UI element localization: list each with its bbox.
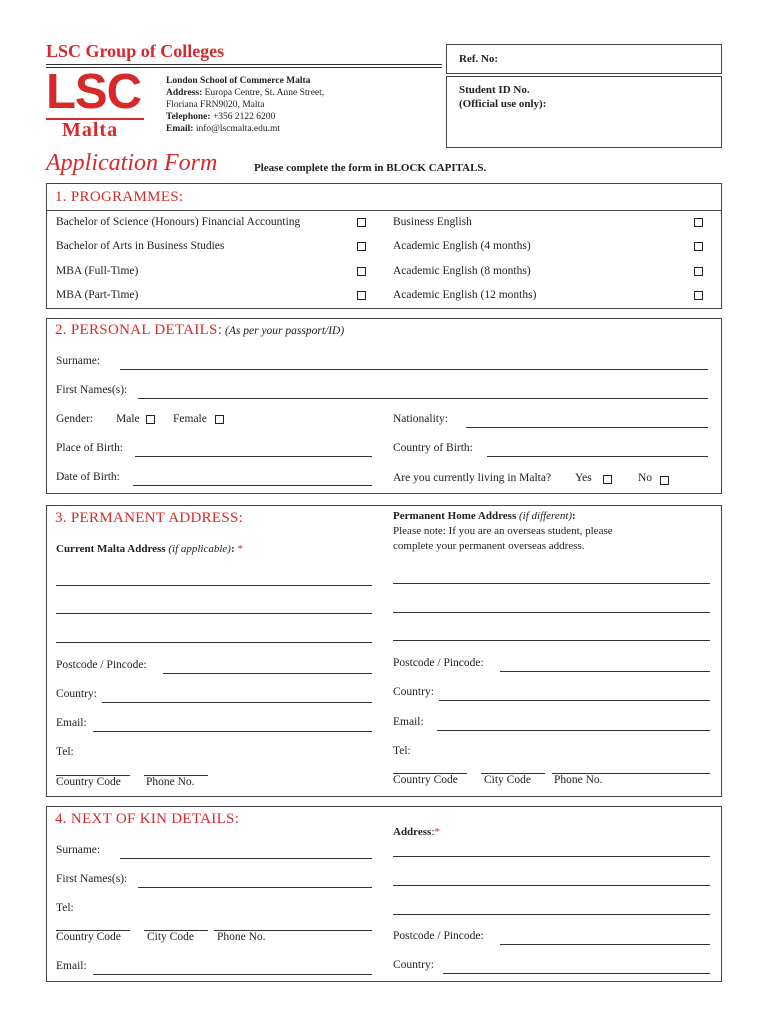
living-yes-label: Yes (575, 472, 592, 484)
home-tel-phone-label: Phone No. (554, 774, 603, 786)
living-no-checkbox[interactable] (660, 476, 669, 485)
male-checkbox[interactable] (146, 415, 155, 424)
form-title: Application Form (46, 150, 218, 176)
home-address-line-1[interactable] (393, 583, 710, 584)
kin-email-field[interactable] (93, 974, 372, 975)
programme-right-3-checkbox[interactable] (694, 267, 703, 276)
kin-tel-phone-label: Phone No. (217, 931, 266, 943)
place-of-birth-field[interactable] (135, 456, 372, 457)
country-of-birth-field[interactable] (487, 456, 708, 457)
programme-right-2: Academic English (4 months) (393, 240, 531, 252)
current-address-asterisk: * (237, 543, 243, 555)
programme-right-3: Academic English (8 months) (393, 265, 531, 277)
student-id-label: Student ID No. (459, 84, 530, 96)
home-country-label: Country: (393, 686, 434, 698)
country-of-birth-label: Country of Birth: (393, 442, 473, 454)
nationality-label: Nationality: (393, 413, 448, 425)
home-country-field[interactable] (439, 700, 710, 701)
kin-email-label: Email: (56, 960, 87, 972)
home-email-field[interactable] (437, 730, 710, 731)
group-title: LSC Group of Colleges (46, 41, 225, 61)
kin-address-line-2[interactable] (393, 885, 710, 886)
kin-address-line-1[interactable] (393, 856, 710, 857)
female-checkbox[interactable] (215, 415, 224, 424)
personal-subtitle: (As per your passport/ID) (225, 325, 345, 337)
current-country-field[interactable] (102, 702, 372, 703)
gender-label: Gender: (56, 413, 94, 425)
current-address-line-1[interactable] (56, 585, 372, 586)
programmes-title: 1. PROGRAMMES: (55, 189, 184, 205)
home-tel-city-code-label: City Code (484, 774, 531, 786)
current-address-line-3[interactable] (56, 642, 372, 643)
personal-title-row (55, 322, 344, 339)
kin-tel-country-code-label: Country Code (56, 931, 121, 943)
programme-right-1: Business English (393, 216, 472, 228)
first-names-label: First Names(s): (56, 384, 128, 396)
male-label: Male (116, 413, 140, 425)
surname-label: Surname: (56, 355, 101, 367)
current-address-line-2[interactable] (56, 613, 372, 614)
programme-left-3: MBA (Full-Time) (56, 265, 139, 277)
living-no-label: No (638, 472, 653, 484)
home-address-label: Permanent Home Address (393, 510, 517, 522)
kin-postcode-label: Postcode / Pincode: (393, 930, 484, 942)
programme-left-3-checkbox[interactable] (357, 267, 366, 276)
home-postcode-label: Postcode / Pincode: (393, 657, 484, 669)
address-value: Europa Centre, St. Anne Street, (204, 88, 325, 98)
kin-title: 4. NEXT OF KIN DETAILS: (55, 811, 240, 827)
first-names-field[interactable] (138, 398, 708, 399)
ref-label: Ref. No: (459, 53, 499, 65)
programme-right-1-checkbox[interactable] (694, 218, 703, 227)
home-tel-country-code-label: Country Code (393, 774, 458, 786)
current-postcode-field[interactable] (163, 673, 372, 674)
kin-surname-field[interactable] (120, 858, 372, 859)
lsc-logo (46, 65, 158, 142)
official-use-label: (Official use only): (459, 98, 547, 110)
place-of-birth-label: Place of Birth: (56, 442, 124, 454)
current-address-label-row (56, 543, 243, 555)
programme-left-1-checkbox[interactable] (357, 218, 366, 227)
kin-first-names-label: First Names(s): (56, 873, 128, 885)
home-email-label: Email: (393, 716, 424, 728)
address-line2: Floriana FRN9020, Malta (166, 100, 265, 110)
ref-box[interactable] (446, 44, 722, 74)
home-address-colon: : (572, 510, 576, 522)
current-tel-phone-label: Phone No. (146, 776, 195, 788)
programme-left-4-checkbox[interactable] (357, 291, 366, 300)
current-tel-label: Tel: (56, 746, 74, 758)
programme-right-4-checkbox[interactable] (694, 291, 703, 300)
programme-right-2-checkbox[interactable] (694, 242, 703, 251)
kin-address-label: Address (393, 826, 432, 838)
form-instruction: Please complete the form in BLOCK CAPITALS. (254, 162, 487, 174)
current-address-colon: : (230, 543, 235, 555)
email-value: info@lscmalta.edu.mt (195, 124, 281, 134)
home-address-line-2[interactable] (393, 612, 710, 613)
programme-left-1: Bachelor of Science (Honours) Financial Accounting (56, 216, 301, 228)
date-of-birth-field[interactable] (133, 485, 372, 486)
address-label: Address: (166, 88, 203, 98)
current-postcode-label: Postcode / Pincode: (56, 659, 147, 671)
personal-section (46, 318, 722, 494)
home-address-label-row (393, 510, 576, 522)
kin-tel-city-code-label: City Code (147, 931, 194, 943)
current-tel-country-code-label: Country Code (56, 776, 121, 788)
programme-left-2: Bachelor of Arts in Business Studies (56, 240, 225, 252)
home-address-help-2: complete your permanent overseas address. (393, 540, 585, 552)
kin-address-line-3[interactable] (393, 914, 710, 915)
kin-address-label-row (393, 826, 440, 838)
email-label: Email: (166, 124, 194, 134)
current-email-field[interactable] (93, 731, 372, 732)
surname-field[interactable] (120, 369, 708, 370)
home-address-help-1: Please note: If you are an overseas student, please (393, 525, 613, 537)
kin-address-colon: : (431, 826, 435, 838)
kin-postcode-field[interactable] (500, 944, 710, 945)
kin-tel-label: Tel: (56, 902, 74, 914)
telephone-value: +356 2122 6200 (212, 112, 276, 122)
kin-country-label: Country: (393, 959, 434, 971)
female-label: Female (173, 413, 207, 425)
school-name: London School of Commerce Malta (166, 76, 311, 86)
living-in-malta-label: Are you currently living in Malta? (393, 472, 552, 484)
current-country-label: Country: (56, 688, 97, 700)
kin-first-names-field[interactable] (138, 887, 372, 888)
nationality-field[interactable] (466, 427, 708, 428)
kin-surname-label: Surname: (56, 844, 101, 856)
personal-title: 2. PERSONAL DETAILS: (55, 322, 223, 338)
home-tel-label: Tel: (393, 745, 411, 757)
current-email-label: Email: (56, 717, 87, 729)
current-address-note: (if applicable) (168, 543, 231, 555)
school-contact (166, 75, 324, 135)
address-title: 3. PERMANENT ADDRESS: (55, 510, 244, 526)
living-yes-checkbox[interactable] (603, 475, 612, 484)
telephone-label: Telephone: (166, 112, 211, 122)
kin-address-asterisk: * (434, 826, 440, 838)
home-address-line-3[interactable] (393, 640, 710, 641)
programme-left-4: MBA (Part-Time) (56, 289, 139, 301)
logo-top-text: LSC (46, 65, 141, 119)
logo-bottom-text: Malta (62, 119, 119, 141)
date-of-birth-label: Date of Birth: (56, 471, 120, 483)
home-postcode-field[interactable] (500, 671, 710, 672)
kin-section (46, 806, 722, 982)
student-id-box[interactable] (446, 76, 722, 148)
home-address-note: (if different) (518, 510, 573, 522)
kin-country-field[interactable] (443, 973, 710, 974)
current-address-label: Current Malta Address (56, 543, 166, 555)
programme-right-4: Academic English (12 months) (393, 289, 537, 301)
programme-left-2-checkbox[interactable] (357, 242, 366, 251)
